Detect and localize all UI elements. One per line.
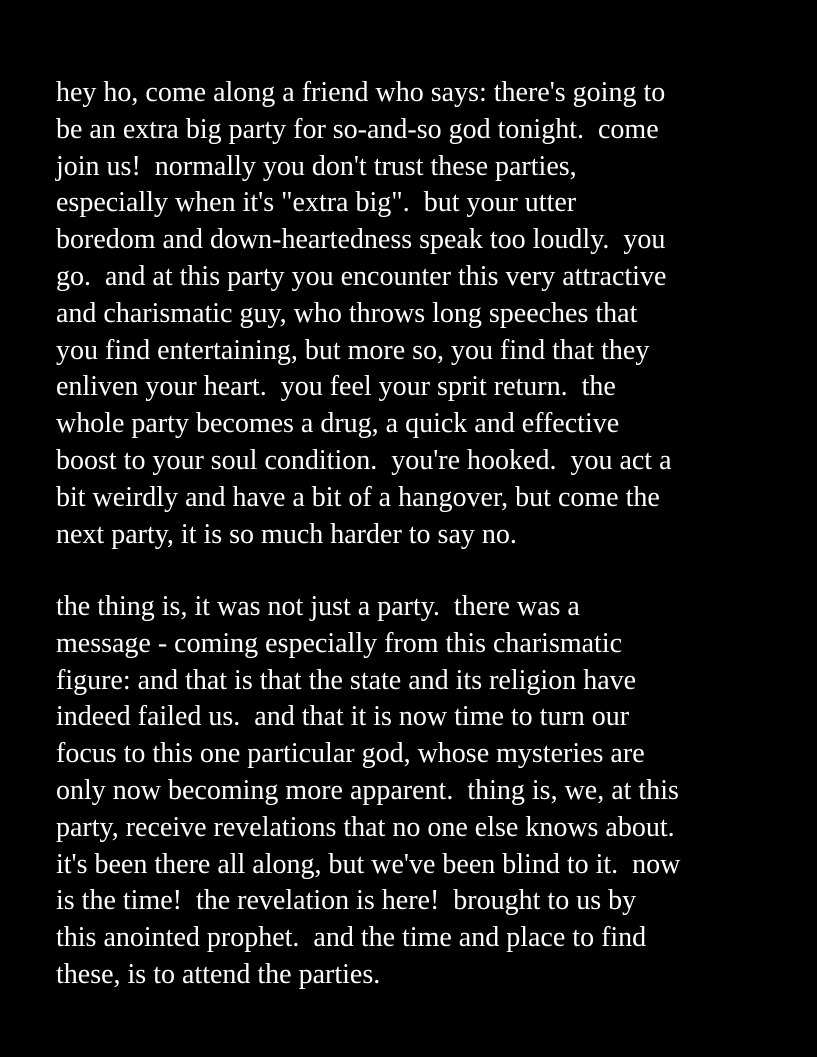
text-line: and charismatic guy, who throws long speeches that [56, 297, 638, 329]
text-line: this anointed prophet. and the time and place to find [56, 922, 647, 954]
text-line: these, is to attend the parties. [56, 958, 381, 990]
text-line: hey ho, come along a friend who says: there's going to [56, 77, 666, 108]
text-line: you find entertaining, but more so, you find that they [56, 334, 650, 366]
text-line: party, receive revelations that no one else knows about. [56, 811, 675, 843]
text-line: is the time! the revelation is here! brought to us by [56, 885, 637, 917]
text-line: join us! normally you don't trust these parties, [56, 150, 577, 182]
paragraph-1 [56, 75, 786, 553]
text-line: the thing is, it was not just a party. there was a [56, 591, 580, 622]
text-line: focus to this one particular god, whose mysteries are [56, 738, 645, 770]
text-line: go. and at this party you encounter this very attractive [56, 260, 667, 292]
text-line: next party, it is so much harder to say no. [56, 518, 517, 550]
text-line: it's been there all along, but we've been blind to it. now [56, 848, 681, 880]
text-line: message - coming especially from this charismatic [56, 627, 623, 659]
text-line: whole party becomes a drug, a quick and effective [56, 408, 620, 440]
text-line: boredom and down-heartedness speak too loudly. you [56, 224, 666, 256]
text-line: figure: and that is that the state and its religion have [56, 664, 637, 696]
paragraph-2 [56, 589, 786, 994]
text-line: only now becoming more apparent. thing is, we, at this [56, 774, 679, 806]
text-line: indeed failed us. and that it is now time to turn our [56, 701, 630, 733]
text-line: bit weirdly and have a bit of a hangover, but come the [56, 481, 660, 513]
text-line: especially when it's "extra big". but your utter [56, 187, 577, 219]
text-line: be an extra big party for so-and-so god tonight. come [56, 113, 659, 145]
text-line: enliven your heart. you feel your sprit return. the [56, 371, 616, 403]
text-line: boost to your soul condition. you're hooked. you act a [56, 444, 672, 476]
